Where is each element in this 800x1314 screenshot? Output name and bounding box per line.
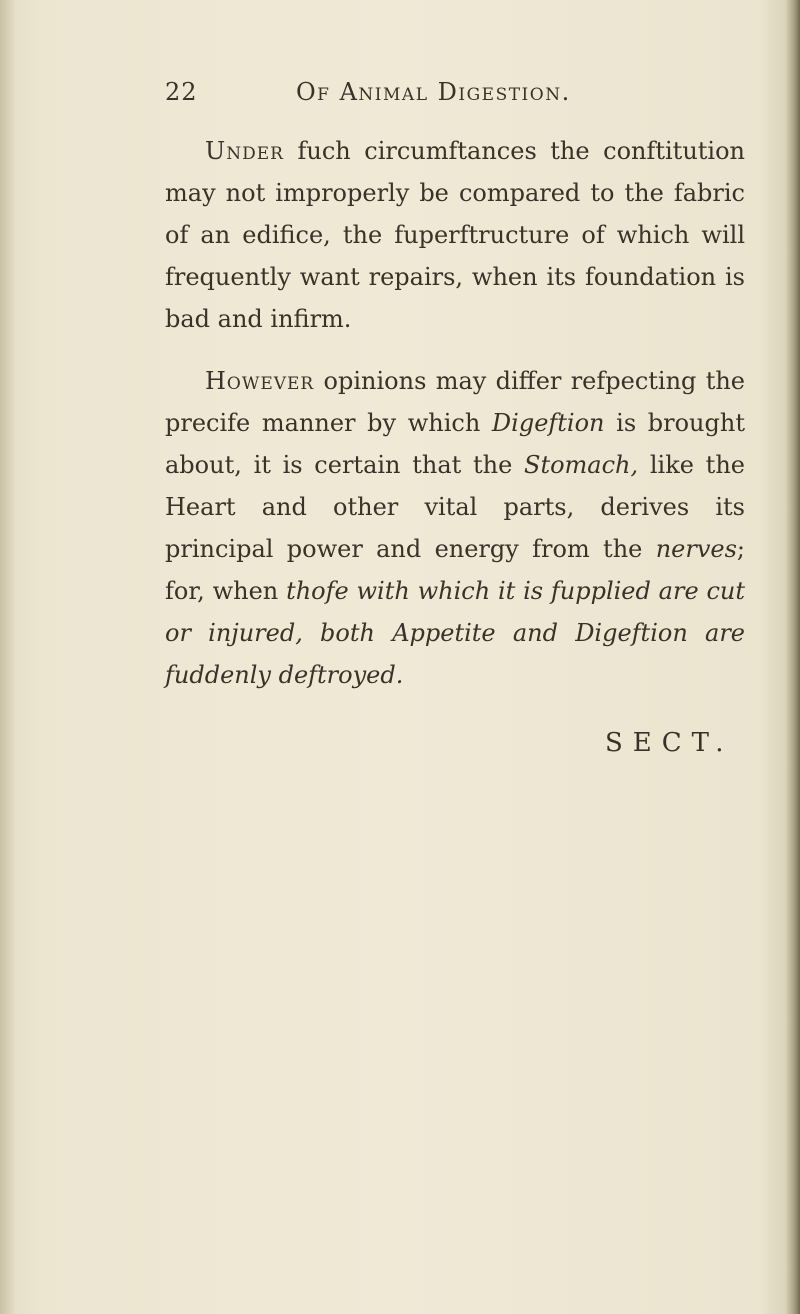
paragraph-2 [165,360,745,690]
paragraph-2-lead-word: However [205,367,315,395]
paragraph-2-text-3: like the Heart and other vital parts, derives its principal power and energy from the [165,451,745,563]
paragraph-2-text-2: is brought about, it is certain that the [165,409,745,479]
paragraph-2-italic-nerves: nerves [655,535,737,563]
paragraph-1-lead-word: Under [205,137,284,165]
running-head-title: Of Animal Digestion. [296,78,571,106]
page-number: 22 [165,78,198,106]
catchword: SECT. [605,728,734,758]
paragraph-2-italic-digestion: Digeftion [491,409,605,437]
paragraph-1 [165,130,745,350]
running-head [160,78,680,118]
paragraph-2-italic-ending: thofe with which it is fupplied are cut or injured, both Appetite and Digeftion are fuddenly deftroyed. [165,577,745,689]
paragraph-1-text: fuch circumftances the conftitution may not improperly be compared to the fabric of an edifice, the fuperftructure of which will frequently want repairs, when its foundation is bad and infirm. [165,137,745,333]
page-gutter-left [0,0,14,1314]
paragraph-2-text-1: opinions may differ refpecting the precife manner by which [165,367,745,437]
paragraph-2-italic-stomach: Stomach, [524,451,639,479]
paragraph-2-text-4: ; for, when [165,535,745,605]
page-gutter-right [786,0,800,1314]
